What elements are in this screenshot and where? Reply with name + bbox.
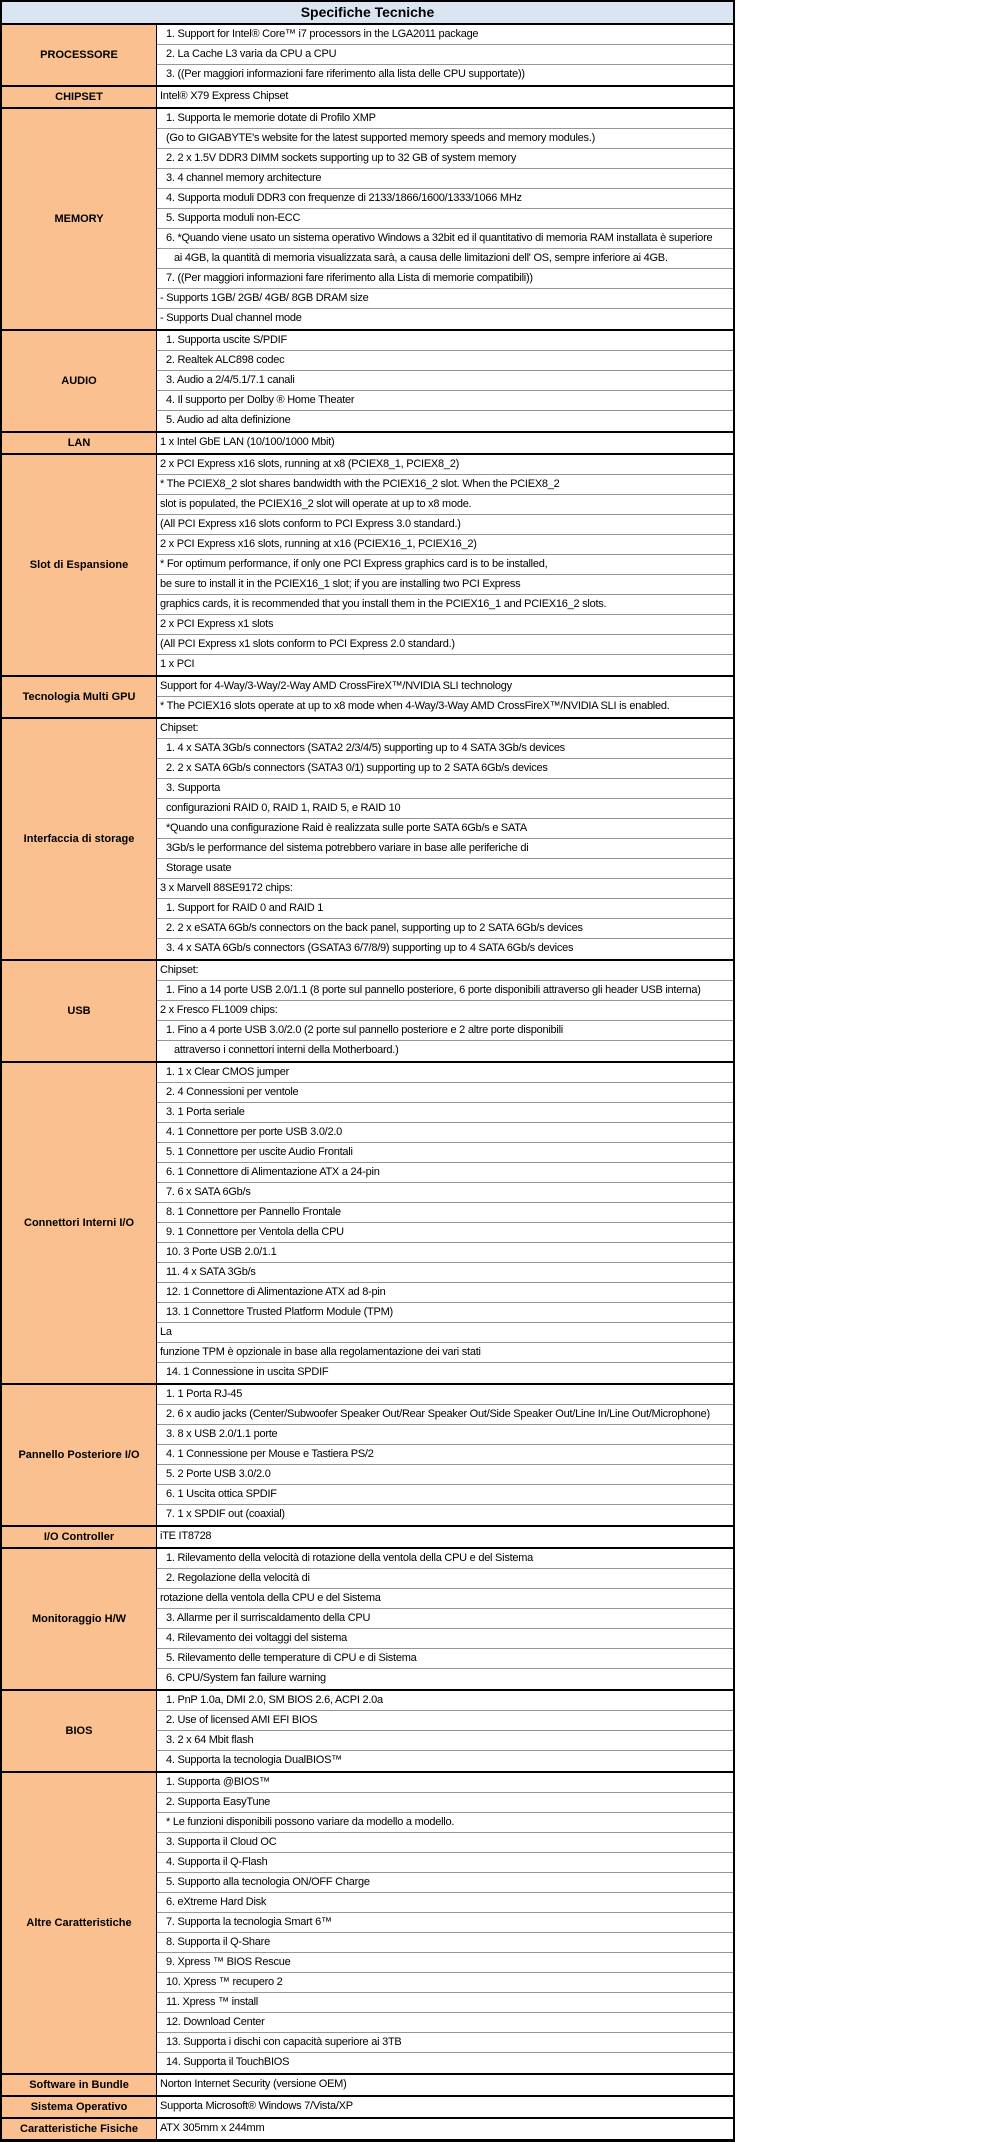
section-rows bbox=[157, 1385, 733, 1525]
section-rows bbox=[157, 2119, 733, 2139]
section-rows bbox=[157, 87, 733, 107]
spec-row: 2. Supporta EasyTune bbox=[157, 1793, 733, 1813]
spec-row: 1. 4 x SATA 3Gb/s connectors (SATA2 2/3/4/5) supporting up to 4 SATA 3Gb/s devices bbox=[157, 739, 733, 759]
spec-row: iTE IT8728 bbox=[160, 1530, 212, 1542]
spec-row: 3. Supporta bbox=[157, 779, 733, 799]
section-rows bbox=[157, 961, 733, 1061]
spec-row: Support for 4-Way/3-Way/2-Way AMD CrossFireX™/NVIDIA SLI technology bbox=[157, 677, 733, 697]
spec-row: Norton Internet Security (versione OEM) bbox=[160, 2078, 347, 2090]
spec-row: 2 x PCI Express x1 slots bbox=[157, 615, 733, 635]
spec-row: 1. Support for RAID 0 and RAID 1 bbox=[157, 899, 733, 919]
spec-section bbox=[2, 109, 733, 331]
spec-section bbox=[2, 1773, 733, 2075]
spec-row: 5. 1 Connettore per uscite Audio Frontali bbox=[157, 1143, 733, 1163]
spec-row: 1. Supporta uscite S/PDIF bbox=[157, 331, 733, 351]
spec-row: 3. Supporta il Cloud OC bbox=[157, 1833, 733, 1853]
spec-row: 13. 1 Connettore Trusted Platform Module (TPM) bbox=[157, 1303, 733, 1323]
spec-row: 6. eXtreme Hard Disk bbox=[157, 1893, 733, 1913]
spec-row: 2. La Cache L3 varia da CPU a CPU bbox=[157, 45, 733, 65]
spec-section bbox=[2, 677, 733, 719]
spec-row: (Go to GIGABYTE's website for the latest supported memory speeds and memory modules.) bbox=[157, 129, 733, 149]
spec-row: 4. 1 Connessione per Mouse e Tastiera PS/2 bbox=[157, 1445, 733, 1465]
section-rows bbox=[157, 455, 733, 675]
spec-row: * Le funzioni disponibili possono variare da modello a modello. bbox=[157, 1813, 733, 1833]
spec-row: * The PCIEX16 slots operate at up to x8 mode when 4-Way/3-Way AMD CrossFireX™/NVIDIA SLI is enabled. bbox=[160, 700, 670, 712]
spec-row: La bbox=[157, 1323, 733, 1343]
spec-row: 4. Supporta moduli DDR3 con frequenze di 2133/1866/1600/1333/1066 MHz bbox=[157, 189, 733, 209]
spec-row: Chipset: bbox=[157, 961, 733, 981]
spec-row: 2. 2 x eSATA 6Gb/s connectors on the back panel, supporting up to 2 SATA 6Gb/s devices bbox=[157, 919, 733, 939]
spec-row: 4. Supporta la tecnologia DualBIOS™ bbox=[166, 1754, 342, 1766]
spec-row: 6. CPU/System fan failure warning bbox=[166, 1672, 326, 1684]
spec-row: 2 x Fresco FL1009 chips: bbox=[157, 1001, 733, 1021]
spec-row: Chipset: bbox=[157, 719, 733, 739]
spec-row: 8. 1 Connettore per Pannello Frontale bbox=[157, 1203, 733, 1223]
spec-row: ai 4GB, la quantità di memoria visualizzata sarà, a causa delle limitazioni dell' OS, sempre inferiore ai 4GB. bbox=[157, 249, 733, 269]
spec-row: attraverso i connettori interni della Motherboard.) bbox=[174, 1044, 399, 1056]
spec-row: 3Gb/s le performance del sistema potrebbero variare in base alle periferiche di bbox=[157, 839, 733, 859]
spec-row: 9. 1 Connettore per Ventola della CPU bbox=[157, 1223, 733, 1243]
spec-sections bbox=[2, 25, 733, 2139]
spec-row: 13. Supporta i dischi con capacità superiore ai 3TB bbox=[157, 2033, 733, 2053]
spec-row: 2. 6 x audio jacks (Center/Subwoofer Speaker Out/Rear Speaker Out/Side Speaker Out/Line In/Line Out/Microphone) bbox=[157, 1405, 733, 1425]
section-rows bbox=[157, 25, 733, 85]
spec-row: * The PCIEX8_2 slot shares bandwidth with the PCIEX16_2 slot. When the PCIEX8_2 bbox=[157, 475, 733, 495]
section-label: Slot di Espansione bbox=[2, 455, 157, 675]
spec-section bbox=[2, 25, 733, 87]
spec-row: 5. Supporto alla tecnologia ON/OFF Charge bbox=[157, 1873, 733, 1893]
spec-row: 4. Supporta il Q-Flash bbox=[157, 1853, 733, 1873]
spec-row: 6. 1 Connettore di Alimentazione ATX a 24-pin bbox=[157, 1163, 733, 1183]
spec-row: 14. Supporta il TouchBIOS bbox=[166, 2056, 290, 2068]
spec-section bbox=[2, 719, 733, 961]
spec-row: 3. 1 Porta seriale bbox=[157, 1103, 733, 1123]
spec-section bbox=[2, 1549, 733, 1691]
section-label: PROCESSORE bbox=[2, 25, 157, 85]
spec-row: 3. Allarme per il surriscaldamento della CPU bbox=[157, 1609, 733, 1629]
spec-row: (All PCI Express x1 slots conform to PCI Express 2.0 standard.) bbox=[157, 635, 733, 655]
spec-section bbox=[2, 1385, 733, 1527]
section-rows bbox=[157, 1527, 733, 1547]
spec-row: rotazione della ventola della CPU e del Sistema bbox=[157, 1589, 733, 1609]
spec-section bbox=[2, 1691, 733, 1773]
spec-row: ATX 305mm x 244mm bbox=[160, 2122, 265, 2134]
spec-section bbox=[2, 455, 733, 677]
spec-row: 1. Supporta le memorie dotate di Profilo XMP bbox=[157, 109, 733, 129]
spec-row: 9. Xpress ™ BIOS Rescue bbox=[157, 1953, 733, 1973]
spec-row: Storage usate bbox=[157, 859, 733, 879]
spec-row: 5. Supporta moduli non-ECC bbox=[157, 209, 733, 229]
spec-row: 3 x Marvell 88SE9172 chips: bbox=[157, 879, 733, 899]
spec-row: 5. Rilevamento delle temperature di CPU e di Sistema bbox=[157, 1649, 733, 1669]
section-label: CHIPSET bbox=[2, 87, 157, 107]
spec-row: 2. Use of licensed AMI EFI BIOS bbox=[157, 1711, 733, 1731]
section-label: Interfaccia di storage bbox=[2, 719, 157, 959]
spec-row: 7. 1 x SPDIF out (coaxial) bbox=[166, 1508, 285, 1520]
section-label: Pannello Posteriore I/O bbox=[2, 1385, 157, 1525]
spec-row: 7. ((Per maggiori informazioni fare riferimento alla Lista di memorie compatibili)) bbox=[157, 269, 733, 289]
spec-row: 2 x PCI Express x16 slots, running at x8 (PCIEX8_1, PCIEX8_2) bbox=[157, 455, 733, 475]
section-rows bbox=[157, 1549, 733, 1689]
section-rows bbox=[157, 677, 733, 717]
spec-row: 10. 3 Porte USB 2.0/1.1 bbox=[157, 1243, 733, 1263]
section-rows bbox=[157, 109, 733, 329]
spec-row: 2. 2 x SATA 6Gb/s connectors (SATA3 0/1) supporting up to 2 SATA 6Gb/s devices bbox=[157, 759, 733, 779]
section-label: USB bbox=[2, 961, 157, 1061]
spec-row: 2 x PCI Express x16 slots, running at x16 (PCIEX16_1, PCIEX16_2) bbox=[157, 535, 733, 555]
section-rows bbox=[157, 2075, 733, 2095]
spec-row: 11. Xpress ™ install bbox=[157, 1993, 733, 2013]
spec-row: 12. 1 Connettore di Alimentazione ATX ad 8-pin bbox=[157, 1283, 733, 1303]
section-rows bbox=[157, 2097, 733, 2117]
spec-section bbox=[2, 2119, 733, 2139]
spec-row: 3. 4 channel memory architecture bbox=[157, 169, 733, 189]
section-label: BIOS bbox=[2, 1691, 157, 1771]
spec-row: 1. PnP 1.0a, DMI 2.0, SM BIOS 2.6, ACPI 2.0a bbox=[157, 1691, 733, 1711]
spec-row: 1. Supporta @BIOS™ bbox=[157, 1773, 733, 1793]
spec-row: 8. Supporta il Q-Share bbox=[157, 1933, 733, 1953]
section-label: Monitoraggio H/W bbox=[2, 1549, 157, 1689]
spec-row: 3. Audio a 2/4/5.1/7.1 canali bbox=[157, 371, 733, 391]
spec-section bbox=[2, 1527, 733, 1549]
spec-row: 2. Realtek ALC898 codec bbox=[157, 351, 733, 371]
spec-row: 5. 2 Porte USB 3.0/2.0 bbox=[157, 1465, 733, 1485]
spec-row: 11. 4 x SATA 3Gb/s bbox=[157, 1263, 733, 1283]
section-label: I/O Controller bbox=[2, 1527, 157, 1547]
section-rows bbox=[157, 331, 733, 431]
spec-row: 4. 1 Connettore per porte USB 3.0/2.0 bbox=[157, 1123, 733, 1143]
section-label: Connettori Interni I/O bbox=[2, 1063, 157, 1383]
spec-row: 1. 1 Porta RJ-45 bbox=[157, 1385, 733, 1405]
spec-row: 1. Fino a 14 porte USB 2.0/1.1 (8 porte sul pannello posteriore, 6 porte disponibili attraverso gli header USB interna) bbox=[157, 981, 733, 1001]
section-label: Altre Caratteristiche bbox=[2, 1773, 157, 2073]
spec-row: 3. 2 x 64 Mbit flash bbox=[157, 1731, 733, 1751]
spec-section bbox=[2, 331, 733, 433]
spec-row: 14. 1 Connessione in uscita SPDIF bbox=[166, 1366, 329, 1378]
spec-row: - Supports Dual channel mode bbox=[160, 312, 302, 324]
spec-row: * For optimum performance, if only one PCI Express graphics card is to be installed, bbox=[157, 555, 733, 575]
spec-row: *Quando una configurazione Raid è realizzata sulle porte SATA 6Gb/s e SATA bbox=[157, 819, 733, 839]
section-label: Sistema Operativo bbox=[2, 2097, 157, 2117]
spec-row: 5. Audio ad alta definizione bbox=[166, 414, 291, 426]
section-label: Tecnologia Multi GPU bbox=[2, 677, 157, 717]
spec-row: Supporta Microsoft® Windows 7/Vista/XP bbox=[160, 2100, 353, 2112]
spec-row: - Supports 1GB/ 2GB/ 4GB/ 8GB DRAM size bbox=[157, 289, 733, 309]
section-rows bbox=[157, 1063, 733, 1383]
spec-section bbox=[2, 87, 733, 109]
section-label: LAN bbox=[2, 433, 157, 453]
section-label: Software in Bundle bbox=[2, 2075, 157, 2095]
spec-row: Intel® X79 Express Chipset bbox=[160, 90, 289, 102]
spec-row: 12. Download Center bbox=[157, 2013, 733, 2033]
spec-row: slot is populated, the PCIEX16_2 slot will operate at up to x8 mode. bbox=[157, 495, 733, 515]
spec-row: 1 x PCI bbox=[160, 658, 195, 670]
section-rows bbox=[157, 719, 733, 959]
spec-row: 7. 6 x SATA 6Gb/s bbox=[157, 1183, 733, 1203]
section-rows bbox=[157, 1773, 733, 2073]
section-label: AUDIO bbox=[2, 331, 157, 431]
page-title: Specifiche Tecniche bbox=[2, 2, 733, 25]
spec-row: 1. 1 x Clear CMOS jumper bbox=[157, 1063, 733, 1083]
spec-section bbox=[2, 433, 733, 455]
spec-row: 2. Regolazione della velocità di bbox=[157, 1569, 733, 1589]
spec-row: configurazioni RAID 0, RAID 1, RAID 5, e RAID 10 bbox=[157, 799, 733, 819]
section-label: MEMORY bbox=[2, 109, 157, 329]
spec-row: 3. 8 x USB 2.0/1.1 porte bbox=[157, 1425, 733, 1445]
spec-row: 6. *Quando viene usato un sistema operativo Windows a 32bit ed il quantitativo di memoria RAM installata è superiore bbox=[157, 229, 733, 249]
spec-section bbox=[2, 961, 733, 1063]
spec-row: 4. Rilevamento dei voltaggi del sistema bbox=[157, 1629, 733, 1649]
section-rows bbox=[157, 1691, 733, 1771]
spec-section bbox=[2, 2097, 733, 2119]
spec-row: 1. Rilevamento della velocità di rotazione della ventola della CPU e del Sistema bbox=[157, 1549, 733, 1569]
spec-row: funzione TPM è opzionale in base alla regolamentazione dei vari stati bbox=[157, 1343, 733, 1363]
spec-section bbox=[2, 1063, 733, 1385]
section-label: Caratteristiche Fisiche bbox=[2, 2119, 157, 2139]
spec-row: 3. 4 x SATA 6Gb/s connectors (GSATA3 6/7/8/9) supporting up to 4 SATA 6Gb/s devices bbox=[166, 942, 574, 954]
spec-row: 2. 4 Connessioni per ventole bbox=[157, 1083, 733, 1103]
section-rows bbox=[157, 433, 733, 453]
spec-row: 7. Supporta la tecnologia Smart 6™ bbox=[157, 1913, 733, 1933]
spec-row: graphics cards, it is recommended that you install them in the PCIEX16_1 and PCIEX16_2 slots. bbox=[157, 595, 733, 615]
spec-section bbox=[2, 2075, 733, 2097]
spec-row: be sure to install it in the PCIEX16_1 slot; if you are installing two PCI Express bbox=[157, 575, 733, 595]
spec-row: 1. Fino a 4 porte USB 3.0/2.0 (2 porte sul pannello posteriore e 2 altre porte disponibili bbox=[157, 1021, 733, 1041]
spec-row: 3. ((Per maggiori informazioni fare riferimento alla lista delle CPU supportate)) bbox=[166, 68, 525, 80]
spec-row: 2. 2 x 1.5V DDR3 DIMM sockets supporting up to 32 GB of system memory bbox=[157, 149, 733, 169]
spec-row: 6. 1 Uscita ottica SPDIF bbox=[157, 1485, 733, 1505]
spec-row: 1 x Intel GbE LAN (10/100/1000 Mbit) bbox=[160, 436, 335, 448]
spec-row: 10. Xpress ™ recupero 2 bbox=[157, 1973, 733, 1993]
spec-row: (All PCI Express x16 slots conform to PCI Express 3.0 standard.) bbox=[157, 515, 733, 535]
spec-row: 4. Il supporto per Dolby ® Home Theater bbox=[157, 391, 733, 411]
spec-row: 1. Support for Intel® Core™ i7 processors in the LGA2011 package bbox=[157, 25, 733, 45]
